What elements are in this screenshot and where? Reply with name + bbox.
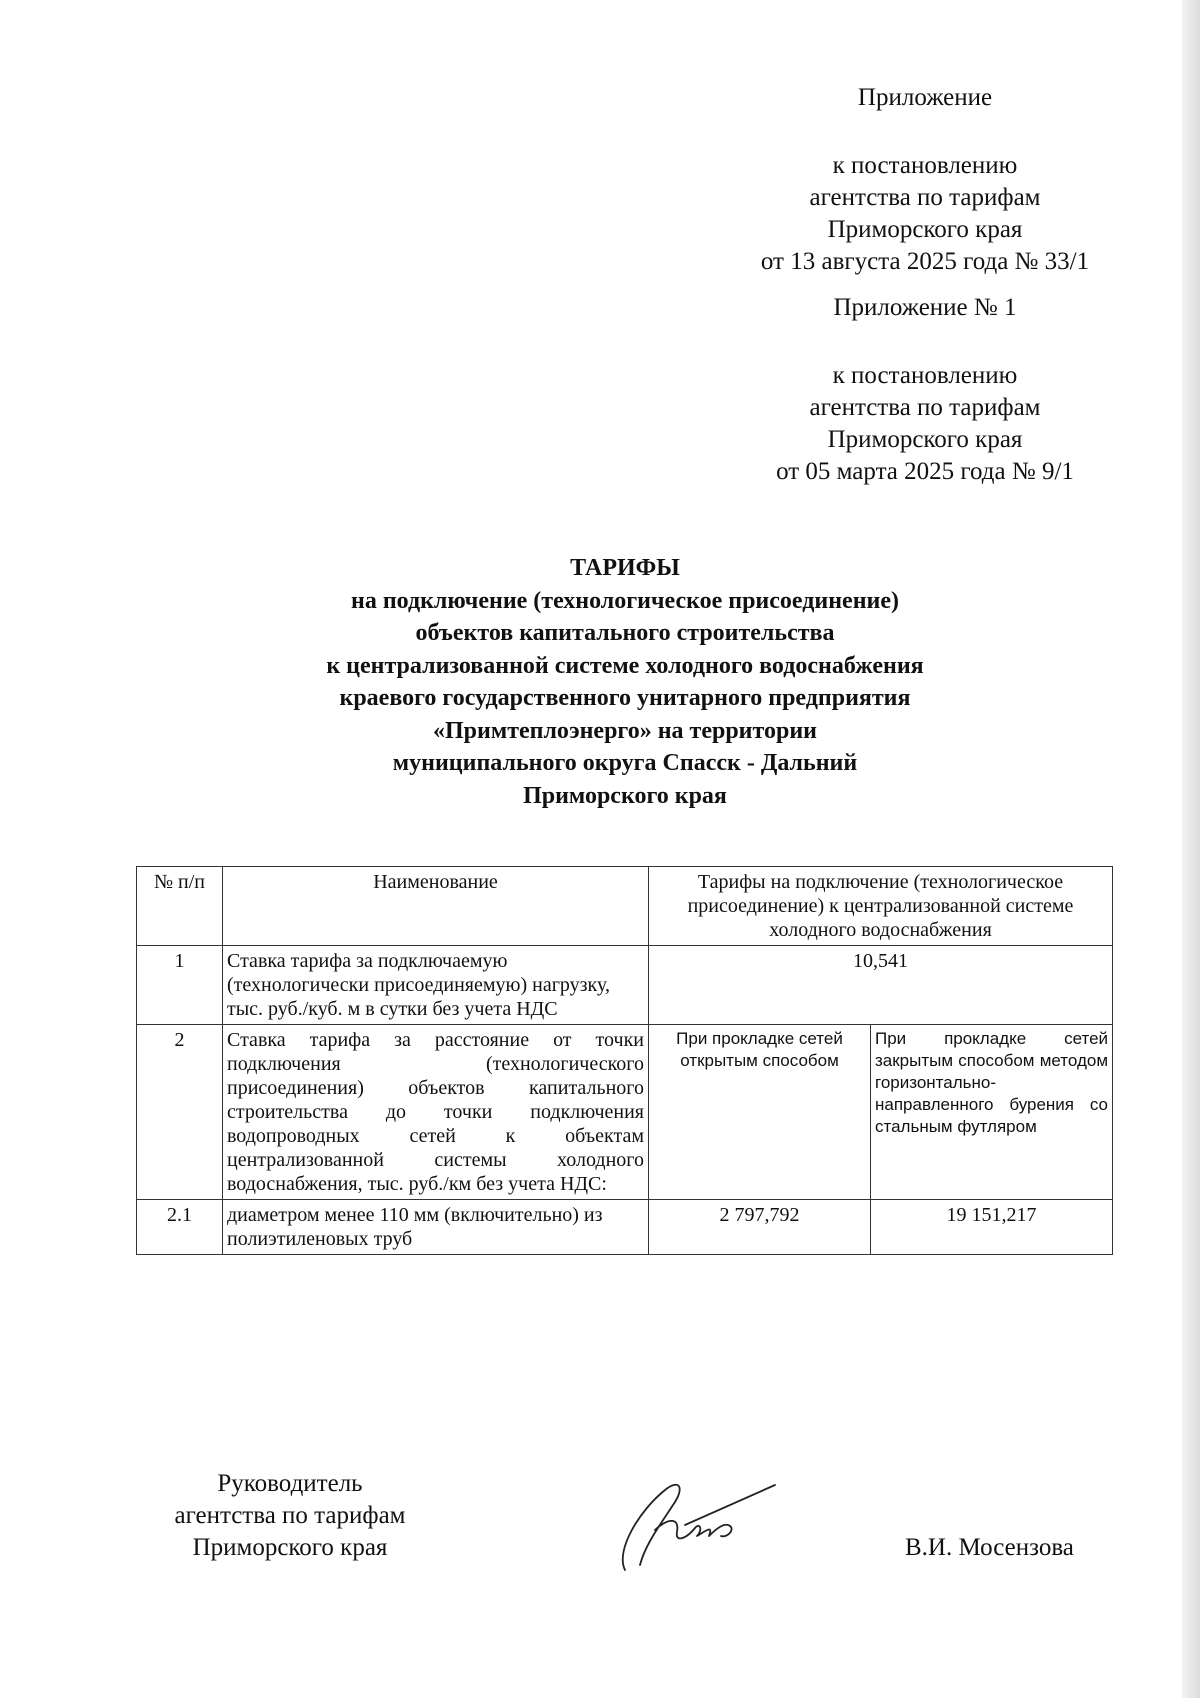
appendix-line: Приморского края xyxy=(827,426,1023,453)
signatory-line: Руководитель xyxy=(217,1470,363,1497)
appendix-date-number: от 05 марта 2025 года № 9/1 xyxy=(776,458,1074,485)
row-num: 2 xyxy=(137,1025,223,1200)
signatory-line: Приморского края xyxy=(192,1534,388,1561)
closed-method-header: При прокладке сетей закрытым способом методом горизонтально-направленного бурения со стальным футляром xyxy=(871,1025,1113,1200)
appendix-current xyxy=(700,82,1150,278)
appendix-line: к постановлению xyxy=(832,152,1018,179)
row-name: Ставка тарифа за расстояние от точки подключения (технологического присоединения) объектов капитального строительства до точки подключения водопроводных сетей к объектам централизованной системы холодного водоснабжения, тыс. руб./км без учета НДС: xyxy=(223,1025,649,1200)
title-main: ТАРИФЫ xyxy=(570,555,680,581)
row-num: 1 xyxy=(137,946,223,1025)
appendix-line: агентства по тарифам xyxy=(809,394,1041,421)
table-header-row xyxy=(137,867,1113,946)
appendix-line: к постановлению xyxy=(832,362,1018,389)
row-value: 10,541 xyxy=(649,946,1113,1025)
row-num: 2.1 xyxy=(137,1200,223,1255)
closed-method-value: 19 151,217 xyxy=(871,1200,1113,1255)
table-row xyxy=(137,1200,1113,1255)
table-row xyxy=(137,946,1113,1025)
appendix-line: Приморского края xyxy=(827,216,1023,243)
title-line: Приморского края xyxy=(523,782,727,809)
page-edge-shadow xyxy=(1182,0,1200,1698)
open-method-header: При прокладке сетей открытым способом xyxy=(649,1025,871,1200)
document-title xyxy=(100,552,1150,812)
row-name: диаметром менее 110 мм (включительно) из полиэтиленовых труб xyxy=(223,1200,649,1255)
table-row xyxy=(137,1025,1113,1200)
title-line: к централизованной системе холодного водоснабжения xyxy=(326,652,924,679)
title-line: муниципального округа Спасск - Дальний xyxy=(392,750,858,776)
appendix-heading: Приложение xyxy=(857,84,993,111)
title-line: краевого государственного унитарного предприятия xyxy=(339,685,911,711)
tariffs-table xyxy=(136,866,1113,1255)
header-name: Наименование xyxy=(223,867,649,946)
signatory-name: В.И. Мосензова xyxy=(905,1534,1074,1561)
signatory-line: агентства по тарифам xyxy=(174,1502,406,1529)
appendix-date-number: от 13 августа 2025 года № 33/1 xyxy=(760,248,1090,275)
title-line: «Примтеплоэнерго» на территории xyxy=(433,717,817,744)
title-line: на подключение (технологическое присоединение) xyxy=(350,587,899,614)
header-num: № п/п xyxy=(137,867,223,946)
row-name: Ставка тарифа за подключаемую (технологически присоединяемую) нагрузку, тыс. руб./куб. м в сутки без учета НДС xyxy=(223,946,649,1025)
header-tariffs: Тарифы на подключение (технологическое присоединение) к централизованной системе холодного водоснабжения xyxy=(649,867,1113,946)
open-method-value: 2 797,792 xyxy=(649,1200,871,1255)
signatory-position xyxy=(140,1468,440,1564)
title-line: объектов капитального строительства xyxy=(415,620,835,646)
appendix-original xyxy=(700,292,1150,488)
appendix-heading: Приложение № 1 xyxy=(833,294,1017,321)
appendix-line: агентства по тарифам xyxy=(809,184,1041,211)
handwritten-signature xyxy=(585,1470,785,1580)
